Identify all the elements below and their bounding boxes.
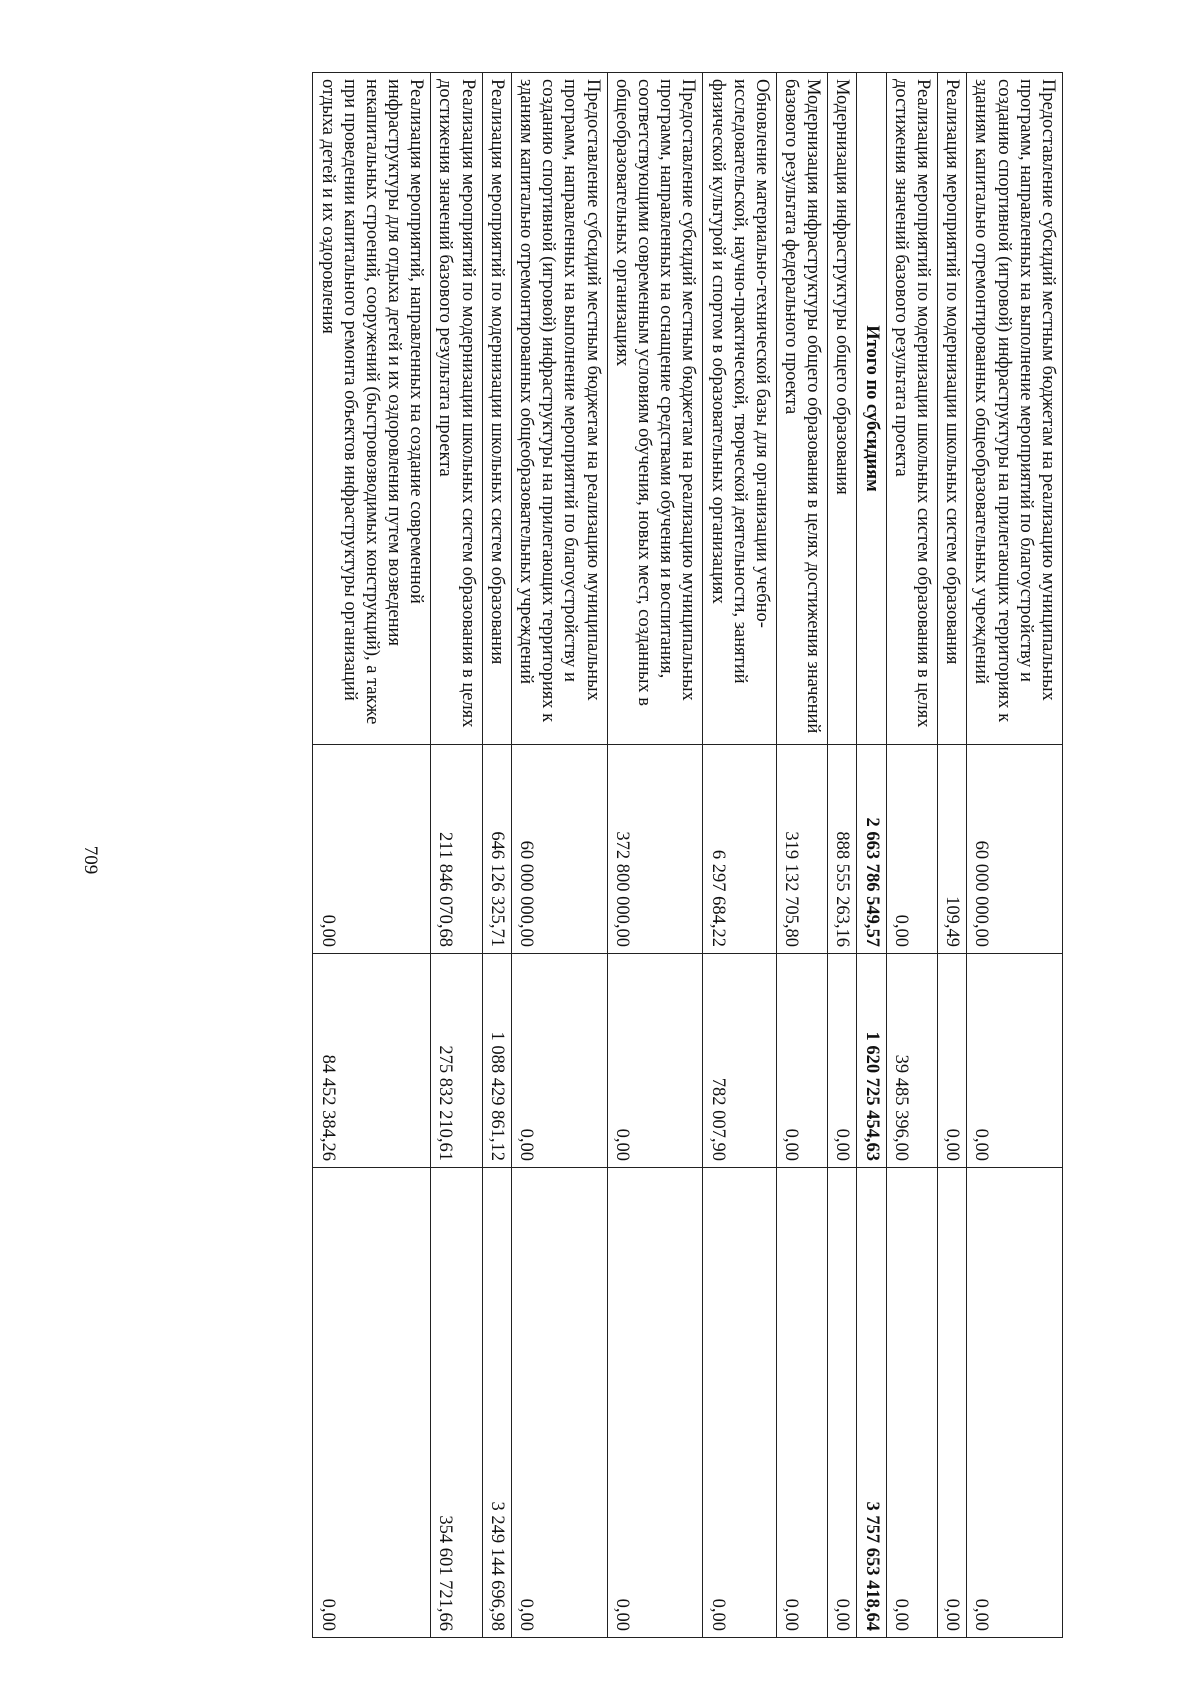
total-label-cell: Итого по субсидиям (857, 73, 886, 745)
amount-cell-1: 319 132 705,80 (776, 745, 827, 954)
amount-cell-2: 39 485 396,00 (886, 954, 937, 1168)
amount-cell-1: 2 663 786 549,57 (857, 745, 886, 954)
row-name-cell: Модернизация инфраструктуры общего образования в целях достижения значений базового результата федерального проекта (776, 73, 827, 745)
amount-cell-1: 372 800 000,00 (607, 745, 703, 954)
amount-cell-3: 0,00 (886, 1168, 937, 1638)
amount-cell-3: 0,00 (511, 1168, 607, 1638)
table-row (886, 73, 937, 1638)
table-row (482, 73, 511, 1638)
amount-cell-1: 109,49 (938, 745, 967, 954)
amount-cell-3: 354 601 721,66 (431, 1168, 482, 1638)
table-row (967, 73, 1063, 1638)
amount-cell-1: 0,00 (313, 745, 431, 954)
amount-cell-1: 646 126 325,71 (482, 745, 511, 954)
amount-cell-1: 60 000 000,00 (967, 745, 1063, 954)
row-name-cell: Обновление материально-технической базы для организации учебно-исследовательской, научно-практической, творческой деятельности, занятий физической культурой и спортом в образовательных организациях (703, 73, 777, 745)
table-body (313, 73, 1063, 1638)
amount-cell-3: 3 249 144 696,98 (482, 1168, 511, 1638)
page-number: 709 (80, 845, 101, 875)
table-row (431, 73, 482, 1638)
row-name-cell: Реализация мероприятий по модернизации школьных систем образования в целях достижения значений базового результата проекта (431, 73, 482, 745)
rotated-table-container (138, 72, 1063, 1637)
amount-cell-2: 0,00 (967, 954, 1063, 1168)
row-name-cell: Реализация мероприятий по модернизации школьных систем образования (482, 73, 511, 745)
table-row (607, 73, 703, 1638)
table-total-row (857, 73, 886, 1638)
amount-cell-1: 211 846 070,68 (431, 745, 482, 954)
table-row (313, 73, 431, 1638)
row-name-cell: Предоставление субсидий местным бюджетам на реализацию муниципальных программ, направленных на выполнение мероприятий по благоустройству и созданию спортивной (игровой) инфраструктуры на прилегающих территориях к зданиям капитально отремонтированных общеобразовательных учреждений (967, 73, 1063, 745)
amount-cell-1: 60 000 000,00 (511, 745, 607, 954)
amount-cell-2: 0,00 (511, 954, 607, 1168)
table-row (511, 73, 607, 1638)
amount-cell-2: 1 088 429 861,12 (482, 954, 511, 1168)
amount-cell-2: 0,00 (938, 954, 967, 1168)
row-name-cell: Предоставление субсидий местным бюджетам на реализацию муниципальных программ, направленных на оснащение средствами обучения и воспитания, соответствующими современным условиям обучения, новых мест, созданных в общеобразовательных организациях (607, 73, 703, 745)
amount-cell-3: 0,00 (313, 1168, 431, 1638)
table-row (828, 73, 857, 1638)
amount-cell-3: 0,00 (703, 1168, 777, 1638)
amount-cell-3: 0,00 (938, 1168, 967, 1638)
amount-cell-3: 3 757 653 418,64 (857, 1168, 886, 1638)
row-name-cell: Предоставление субсидий местным бюджетам на реализацию муниципальных программ, направленных на выполнение мероприятий по благоустройству и созданию спортивной (игровой) инфраструктуры на прилегающих территориях к зданиям капитально отремонтированных общеобразовательных учреждений (511, 73, 607, 745)
row-name-cell: Модернизация инфраструктуры общего образования (828, 73, 857, 745)
budget-table (312, 72, 1063, 1638)
amount-cell-3: 0,00 (607, 1168, 703, 1638)
amount-cell-1: 6 297 684,22 (703, 745, 777, 954)
amount-cell-2: 84 452 384,26 (313, 954, 431, 1168)
row-name-cell: Реализация мероприятий по модернизации школьных систем образования в целях достижения значений базового результата проекта (886, 73, 937, 745)
row-name-cell: Реализация мероприятий, направленных на создание современной инфраструктуры для отдыха детей и их оздоровления путем возведения некапитальных строений, сооружений (быстровозводимых конструкций), а также при проведении капитального ремонта объектов инфраструктуры организаций отдыха детей и их оздоровления (313, 73, 431, 745)
amount-cell-2: 275 832 210,61 (431, 954, 482, 1168)
table-row (938, 73, 967, 1638)
amount-cell-1: 0,00 (886, 745, 937, 954)
amount-cell-3: 0,00 (828, 1168, 857, 1638)
amount-cell-2: 1 620 725 454,63 (857, 954, 886, 1168)
amount-cell-2: 0,00 (776, 954, 827, 1168)
row-name-cell: Реализация мероприятий по модернизации школьных систем образования (938, 73, 967, 745)
amount-cell-3: 0,00 (967, 1168, 1063, 1638)
amount-cell-2: 0,00 (828, 954, 857, 1168)
amount-cell-2: 782 007,90 (703, 954, 777, 1168)
table-row (776, 73, 827, 1638)
amount-cell-1: 888 555 263,16 (828, 745, 857, 954)
amount-cell-2: 0,00 (607, 954, 703, 1168)
amount-cell-3: 0,00 (776, 1168, 827, 1638)
table-row (703, 73, 777, 1638)
